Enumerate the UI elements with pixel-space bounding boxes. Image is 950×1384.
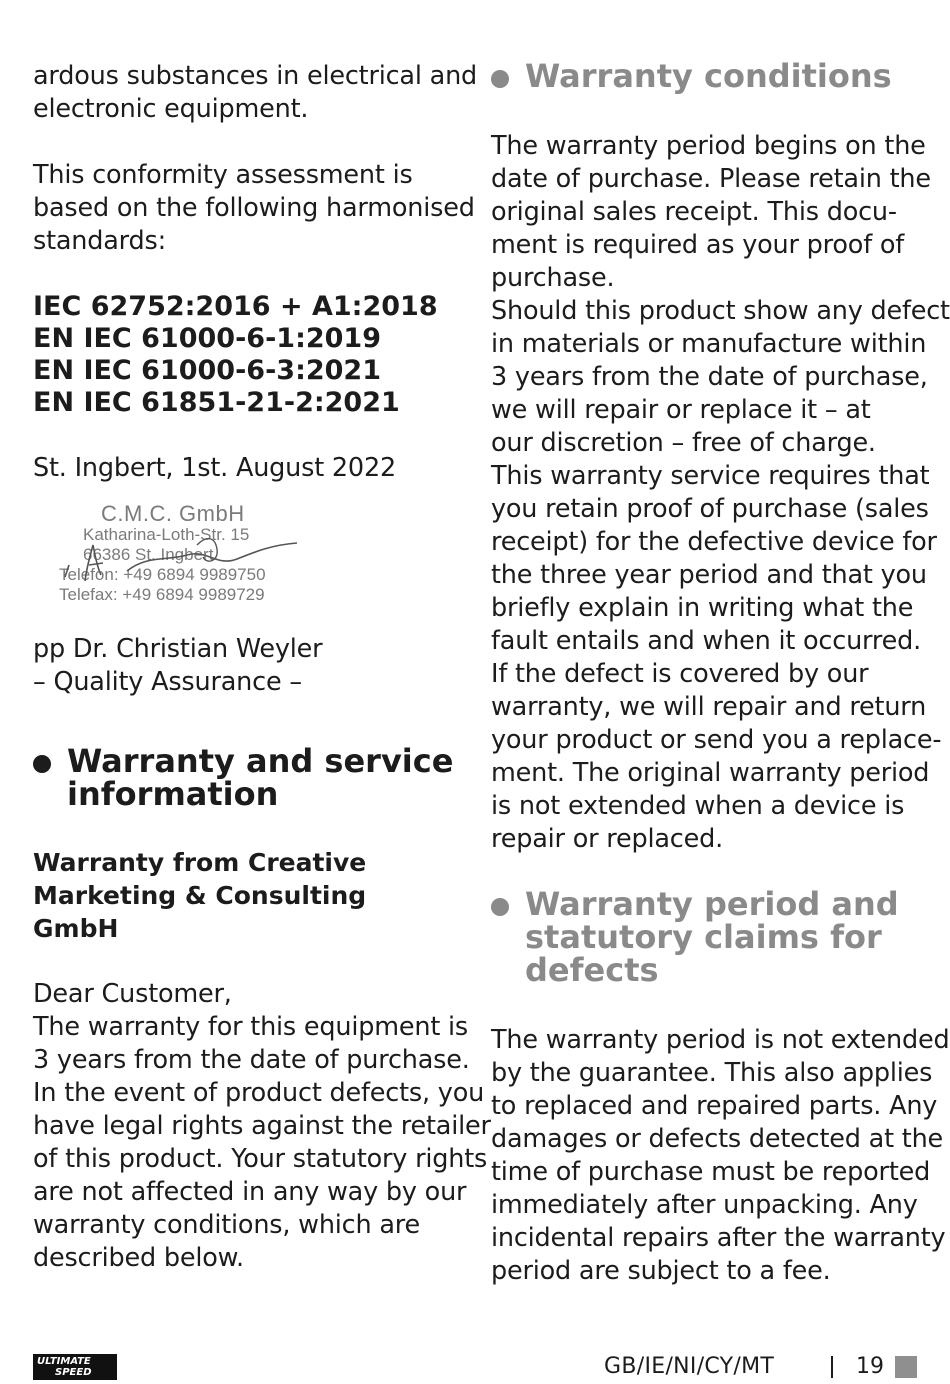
text-line: In the event of product defects, you [33,1078,485,1108]
standard-item: EN IEC 61000-6-3:2021 [33,355,382,386]
text-line: ment is required as your proof of [491,230,905,260]
company-stamp [57,501,317,611]
text-line: electronic equipment. [33,94,309,124]
text-line: we will repair or replace it – at [491,395,871,425]
warranty-conditions-text [491,130,950,856]
bullet-icon [491,70,509,88]
assessment-paragraph [33,159,475,258]
text-line: standards: [33,226,166,256]
stamp-fax: Telefax: +49 6894 9989729 [59,585,265,604]
text-line: warranty, we will repair and return [491,692,927,722]
text-line: your product or send you a replace- [491,725,942,755]
footer-divider [831,1356,833,1378]
text-line: time of purchase must be reported [491,1157,931,1187]
bullet-icon [33,755,51,773]
text-line: This warranty service requires that [491,461,930,491]
standards-list [33,291,458,419]
text-line: based on the following harmonised [33,193,475,223]
signatory [33,633,458,699]
text-line: briefly explain in writing what the [491,593,914,623]
text-line: 3 years from the date of purchase. [33,1045,470,1075]
stamp-phone: Telefon: +49 6894 9989750 [59,565,266,584]
text-line: date of purchase. Please retain the [491,164,931,194]
text-line: have legal rights against the retailer [33,1111,491,1141]
warranty-from-heading: Warranty from Creative Marketing & Consulting GmbH [33,848,367,943]
text-line: If the defect is covered by our [491,659,869,689]
text-line: fault entails and when it occurred. [491,626,921,656]
text-line: our discretion – free of charge. [491,428,876,458]
text-line: The warranty period is not extended [491,1025,950,1055]
text-line: purchase. [491,263,615,293]
signature-icon [57,515,317,595]
text-line: The warranty for this equipment is [33,1012,468,1042]
left-column [33,60,491,1275]
warranty-period-text [491,1024,950,1288]
brand-logo: ULTIMATE SPEED [33,1354,117,1380]
page-marker-square [895,1356,917,1378]
text-line: period are subject to a fee. [491,1256,831,1286]
text-line: receipt) for the defective device for [491,527,937,557]
right-column [491,57,950,1288]
text-line: 3 years from the date of purchase, [491,362,928,392]
text-line: ardous substances in electrical and [33,61,478,91]
stamp-street: Katharina-Loth-Str. 15 [83,525,250,544]
text-line: Should this product show any defect [491,296,950,326]
warranty-period-heading: Warranty period and statutory claims for defects [491,888,921,987]
text-line: the three year period and that you [491,560,927,590]
text-line: incidental repairs after the warranty [491,1223,946,1253]
country-codes: GB/IE/NI/CY/MT [604,1354,775,1379]
text-line: described below. [33,1243,244,1273]
text-line: by the guarantee. This also applies [491,1058,933,1088]
text-line: This conformity assessment is [33,160,413,190]
text-line: are not affected in any way by our [33,1177,467,1207]
text-line: ment. The original warranty period [491,758,930,788]
signatory-name: pp Dr. Christian Weyler [33,634,323,664]
standard-item: EN IEC 61851-21-2:2021 [33,387,400,418]
text-line: is not extended when a device is [491,791,905,821]
text-line: The warranty period begins on the [491,131,926,161]
standard-item: IEC 62752:2016 + A1:2018 [33,291,438,322]
place-date: St. Ingbert, 1st. August 2022 [33,453,396,483]
page-footer [0,1350,950,1384]
bullet-icon [491,898,509,916]
signatory-role: – Quality Assurance – [33,667,302,697]
text-line: original sales receipt. This docu- [491,197,897,227]
text-line: repair or replaced. [491,824,724,854]
text-line: in materials or manufacture within [491,329,927,359]
text-line: Dear Customer, [33,979,232,1009]
customer-letter [33,978,491,1275]
warranty-service-heading: Warranty and service information [33,745,458,811]
text-line: warranty conditions, which are [33,1210,421,1240]
text-line: to replaced and repaired parts. Any [491,1091,938,1121]
intro-paragraph [33,60,478,126]
text-line: immediately after unpacking. Any [491,1190,918,1220]
text-line: damages or defects detected at the [491,1124,944,1154]
stamp-city: 66386 St. Ingbert [83,545,214,564]
warranty-conditions-heading: Warranty conditions [491,60,921,93]
text-line: you retain proof of purchase (sales [491,494,929,524]
page-number: 19 [856,1354,884,1379]
standard-item: EN IEC 61000-6-1:2019 [33,323,382,354]
text-line: of this product. Your statutory rights [33,1144,488,1174]
stamp-company: C.M.C. GmbH [101,501,245,526]
